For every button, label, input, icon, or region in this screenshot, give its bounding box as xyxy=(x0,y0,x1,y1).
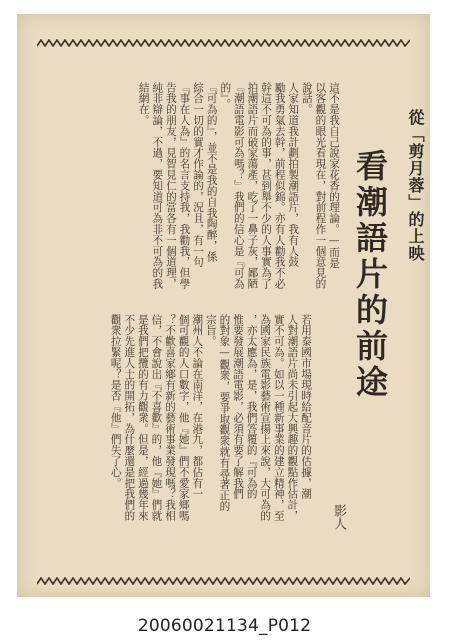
document-page xyxy=(17,14,430,597)
article-author: 影人 xyxy=(331,504,346,530)
archive-id-caption: 20060021134_P012 xyxy=(137,616,312,636)
article-subtitle: 從「剪月蓉」的上映 xyxy=(406,109,425,262)
article-body-upper: 這不是我自己說家花香的理論。—而是 以客觀的眼光看現在，對前程作一個意見的 說話。 人家知道我計劃拍製潮語片，我有人鼓 勵我勇氣去幹，前程似錦。亦有人勸我不必 幹這不可為的事，甚到舉不少的人事實為了 拍潮語片而破家蕩產，吃了一鼻子灰，鄙陋 『潮語電影可為嗎？』我們的信心是『可為 的』。 『可為的』，並不是我的自我陶醉，係 綜合一切的實才作論的，況且，有一句 『事在人為』的名言支持我，我勸我，但學 告我的朋友，見智見仁的當各有一個道理， 純非辯論，不過，要知道可為非不可為的我 結網在。 xyxy=(137,82,340,290)
decorative-border-bottom xyxy=(37,577,410,585)
article-body-lower: 若用泰國市場現時給配音片的估據，潮 人對潮語片尚未引起大興趣的觀點作估計， 實不可為。如以一種新事業的建立精神，至 為國家民族電影藝術宣揚上來說，大可為的 ，亦太應為，是，我們答覆的『可為的 惟要發展潮語電影，必須有要了解我們 的對象—觀衆，要爭取觀衆就有尋著正的 宗旨。 潮州人不論在南洋，在港九，都佔有一 個可觀的人口數字，他『她』們不愛家鄉嗎 ？不歡喜家鄉有新的藝術事業發現嗎？我相 信，不會說出『不喜歡』的，他『她』們就 是我們把攬的有力觀衆。但是，經過幾年來 不少先進人士的開拓，為什麼還是把我們的 觀衆拉緊呢？是否『他』們失了心。 xyxy=(109,314,312,522)
article-title: 看潮語片的前途 xyxy=(351,149,389,401)
decorative-border-top xyxy=(37,39,410,47)
